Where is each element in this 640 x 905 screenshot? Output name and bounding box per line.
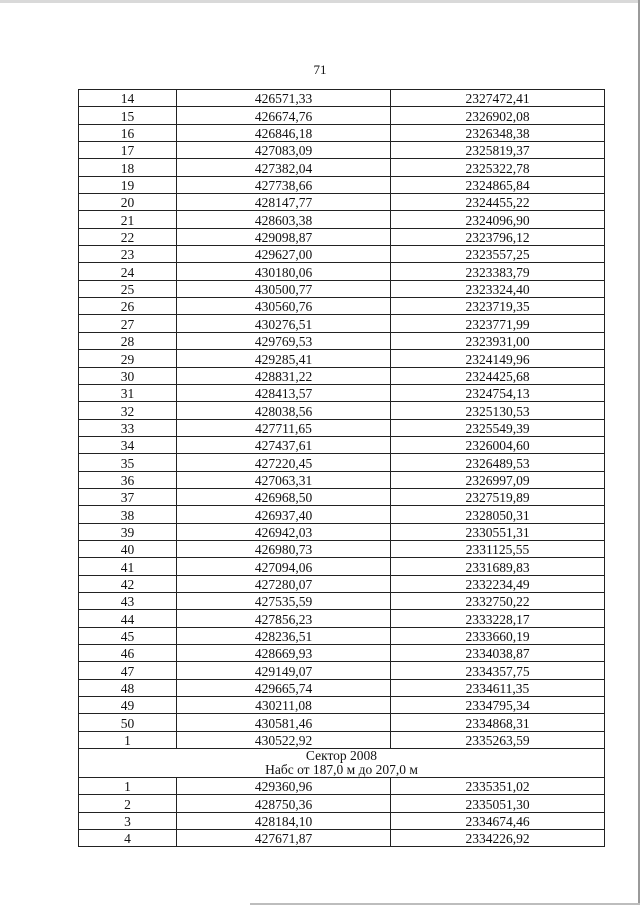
y-coordinate: 2334038,87 [391, 645, 605, 662]
x-coordinate: 429769,53 [177, 332, 391, 349]
table-row [79, 107, 605, 124]
y-coordinate: 2325130,53 [391, 402, 605, 419]
point-number: 23 [79, 246, 177, 263]
table-row [79, 194, 605, 211]
point-number: 47 [79, 662, 177, 679]
sector-caption-body [79, 749, 605, 778]
y-coordinate: 2323557,25 [391, 246, 605, 263]
point-number: 27 [79, 315, 177, 332]
point-number: 18 [79, 159, 177, 176]
table-row [79, 506, 605, 523]
point-number: 45 [79, 627, 177, 644]
scan-edge-top [0, 0, 640, 3]
point-number: 35 [79, 454, 177, 471]
table-row [79, 795, 605, 812]
point-number: 14 [79, 90, 177, 107]
point-number: 2 [79, 795, 177, 812]
table-row [79, 662, 605, 679]
x-coordinate: 426937,40 [177, 506, 391, 523]
point-number: 48 [79, 679, 177, 696]
table-row [79, 454, 605, 471]
sector-altitude-range: Набс от 187,0 м до 207,0 м [265, 762, 418, 778]
x-coordinate: 427083,09 [177, 142, 391, 159]
table-row [79, 488, 605, 505]
table-row [79, 419, 605, 436]
point-number: 21 [79, 211, 177, 228]
table-row [79, 778, 605, 795]
table-row [79, 211, 605, 228]
x-coordinate: 427220,45 [177, 454, 391, 471]
y-coordinate: 2330551,31 [391, 523, 605, 540]
y-coordinate: 2334868,31 [391, 714, 605, 731]
table-row [79, 731, 605, 748]
point-number: 38 [79, 506, 177, 523]
y-coordinate: 2324096,90 [391, 211, 605, 228]
point-number: 4 [79, 830, 177, 847]
y-coordinate: 2332750,22 [391, 592, 605, 609]
y-coordinate: 2335051,30 [391, 795, 605, 812]
table-row [79, 280, 605, 297]
y-coordinate: 2326997,09 [391, 471, 605, 488]
y-coordinate: 2334674,46 [391, 812, 605, 829]
sector-caption [79, 749, 605, 778]
table-row [79, 471, 605, 488]
x-coordinate: 427280,07 [177, 575, 391, 592]
y-coordinate: 2334611,35 [391, 679, 605, 696]
y-coordinate: 2327472,41 [391, 90, 605, 107]
y-coordinate: 2335263,59 [391, 731, 605, 748]
point-number: 49 [79, 697, 177, 714]
x-coordinate: 428184,10 [177, 812, 391, 829]
x-coordinate: 426674,76 [177, 107, 391, 124]
table-row [79, 592, 605, 609]
table-row [79, 315, 605, 332]
point-number: 29 [79, 350, 177, 367]
y-coordinate: 2326902,08 [391, 107, 605, 124]
x-coordinate: 429360,96 [177, 778, 391, 795]
x-coordinate: 428236,51 [177, 627, 391, 644]
point-number: 26 [79, 298, 177, 315]
y-coordinate: 2328050,31 [391, 506, 605, 523]
y-coordinate: 2325322,78 [391, 159, 605, 176]
x-coordinate: 429627,00 [177, 246, 391, 263]
x-coordinate: 427437,61 [177, 436, 391, 453]
point-number: 17 [79, 142, 177, 159]
y-coordinate: 2323796,12 [391, 228, 605, 245]
coordinates-table-body-top [79, 90, 605, 749]
point-number: 43 [79, 592, 177, 609]
y-coordinate: 2331689,83 [391, 558, 605, 575]
table-row [79, 176, 605, 193]
table-row [79, 246, 605, 263]
point-number: 24 [79, 263, 177, 280]
y-coordinate: 2327519,89 [391, 488, 605, 505]
table-row [79, 384, 605, 401]
x-coordinate: 428603,38 [177, 211, 391, 228]
x-coordinate: 429098,87 [177, 228, 391, 245]
point-number: 28 [79, 332, 177, 349]
point-number: 20 [79, 194, 177, 211]
y-coordinate: 2332234,49 [391, 575, 605, 592]
y-coordinate: 2325819,37 [391, 142, 605, 159]
y-coordinate: 2324425,68 [391, 367, 605, 384]
table-row [79, 159, 605, 176]
x-coordinate: 427738,66 [177, 176, 391, 193]
table-row [79, 90, 605, 107]
x-coordinate: 429665,74 [177, 679, 391, 696]
sector-caption-row [79, 749, 605, 778]
table-row [79, 350, 605, 367]
x-coordinate: 427856,23 [177, 610, 391, 627]
x-coordinate: 427535,59 [177, 592, 391, 609]
page-number: 71 [313, 62, 327, 77]
table-row [79, 436, 605, 453]
table-row [79, 332, 605, 349]
x-coordinate: 430522,92 [177, 731, 391, 748]
table-row [79, 610, 605, 627]
point-number: 19 [79, 176, 177, 193]
point-number: 3 [79, 812, 177, 829]
point-number: 1 [79, 731, 177, 748]
table-row [79, 142, 605, 159]
point-number: 1 [79, 778, 177, 795]
y-coordinate: 2323383,79 [391, 263, 605, 280]
x-coordinate: 429285,41 [177, 350, 391, 367]
y-coordinate: 2323324,40 [391, 280, 605, 297]
x-coordinate: 428413,57 [177, 384, 391, 401]
sector-title: Сектор 2008 [305, 748, 378, 764]
x-coordinate: 430581,46 [177, 714, 391, 731]
y-coordinate: 2326004,60 [391, 436, 605, 453]
table-row [79, 558, 605, 575]
table-row [79, 714, 605, 731]
x-coordinate: 430276,51 [177, 315, 391, 332]
point-number: 39 [79, 523, 177, 540]
y-coordinate: 2333660,19 [391, 627, 605, 644]
point-number: 46 [79, 645, 177, 662]
x-coordinate: 430180,06 [177, 263, 391, 280]
x-coordinate: 429149,07 [177, 662, 391, 679]
y-coordinate: 2334226,92 [391, 830, 605, 847]
table-row [79, 523, 605, 540]
y-coordinate: 2324149,96 [391, 350, 605, 367]
point-number: 37 [79, 488, 177, 505]
x-coordinate: 426968,50 [177, 488, 391, 505]
point-number: 36 [79, 471, 177, 488]
table-row [79, 679, 605, 696]
y-coordinate: 2335351,02 [391, 778, 605, 795]
y-coordinate: 2331125,55 [391, 540, 605, 557]
x-coordinate: 428750,36 [177, 795, 391, 812]
y-coordinate: 2334357,75 [391, 662, 605, 679]
point-number: 44 [79, 610, 177, 627]
x-coordinate: 430560,76 [177, 298, 391, 315]
point-number: 41 [79, 558, 177, 575]
x-coordinate: 428669,93 [177, 645, 391, 662]
x-coordinate: 427711,65 [177, 419, 391, 436]
y-coordinate: 2326348,38 [391, 124, 605, 141]
x-coordinate: 426942,03 [177, 523, 391, 540]
point-number: 31 [79, 384, 177, 401]
table-row [79, 228, 605, 245]
coordinates-table-body-bottom [79, 778, 605, 847]
point-number: 50 [79, 714, 177, 731]
x-coordinate: 430500,77 [177, 280, 391, 297]
point-number: 34 [79, 436, 177, 453]
table-row [79, 298, 605, 315]
point-number: 40 [79, 540, 177, 557]
y-coordinate: 2323719,35 [391, 298, 605, 315]
point-number: 25 [79, 280, 177, 297]
point-number: 16 [79, 124, 177, 141]
x-coordinate: 426980,73 [177, 540, 391, 557]
coordinates-table [78, 89, 605, 847]
x-coordinate: 426846,18 [177, 124, 391, 141]
point-number: 30 [79, 367, 177, 384]
point-number: 32 [79, 402, 177, 419]
y-coordinate: 2324754,13 [391, 384, 605, 401]
y-coordinate: 2324455,22 [391, 194, 605, 211]
x-coordinate: 426571,33 [177, 90, 391, 107]
point-number: 33 [79, 419, 177, 436]
x-coordinate: 430211,08 [177, 697, 391, 714]
table-row [79, 367, 605, 384]
y-coordinate: 2324865,84 [391, 176, 605, 193]
x-coordinate: 427094,06 [177, 558, 391, 575]
table-row [79, 697, 605, 714]
table-row [79, 627, 605, 644]
table-row [79, 575, 605, 592]
x-coordinate: 428038,56 [177, 402, 391, 419]
x-coordinate: 427671,87 [177, 830, 391, 847]
point-number: 15 [79, 107, 177, 124]
point-number: 42 [79, 575, 177, 592]
point-number: 22 [79, 228, 177, 245]
y-coordinate: 2333228,17 [391, 610, 605, 627]
table-row [79, 645, 605, 662]
table-row [79, 263, 605, 280]
table-row [79, 124, 605, 141]
y-coordinate: 2323931,00 [391, 332, 605, 349]
y-coordinate: 2323771,99 [391, 315, 605, 332]
table-row [79, 812, 605, 829]
y-coordinate: 2326489,53 [391, 454, 605, 471]
y-coordinate: 2334795,34 [391, 697, 605, 714]
table-row [79, 402, 605, 419]
x-coordinate: 427063,31 [177, 471, 391, 488]
y-coordinate: 2325549,39 [391, 419, 605, 436]
table-row [79, 830, 605, 847]
x-coordinate: 428831,22 [177, 367, 391, 384]
x-coordinate: 427382,04 [177, 159, 391, 176]
x-coordinate: 428147,77 [177, 194, 391, 211]
table-row [79, 540, 605, 557]
